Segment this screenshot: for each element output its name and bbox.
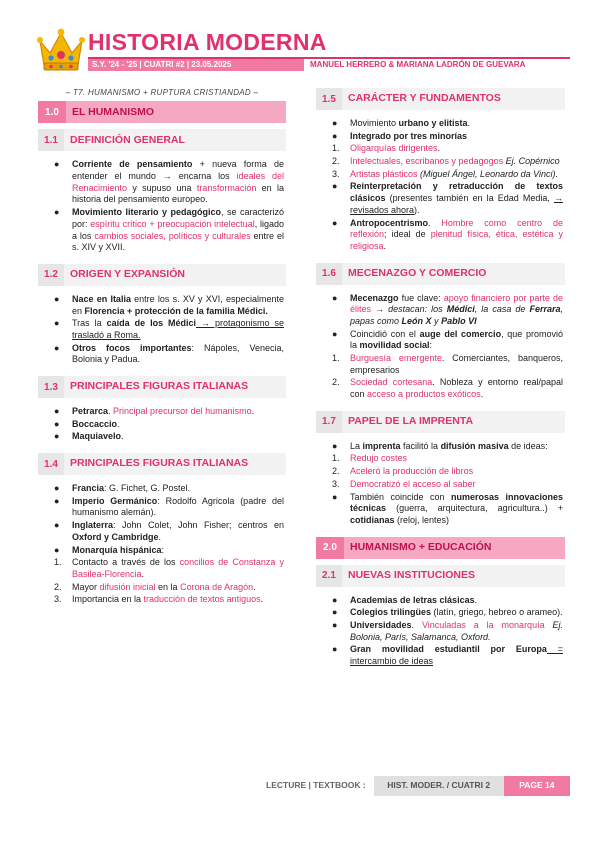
list-marker: 3. — [332, 168, 340, 179]
text-run: La — [350, 440, 363, 451]
list-marker: 2. — [332, 466, 340, 477]
subsection-number: 1.5 — [316, 88, 342, 110]
text-run: . — [428, 217, 442, 228]
text-run: . Nobleza y entorno real/papal con — [350, 377, 563, 400]
subsection-header — [38, 264, 286, 286]
text-run: : Nápoles, Venecia, Bolonia y Padua. — [72, 342, 284, 365]
subsection-title: CARÁCTER Y FUNDAMENTOS — [342, 88, 565, 110]
footer-module: HIST. MODER. / CUATRI 2 — [374, 776, 504, 796]
text-run: . — [260, 594, 264, 605]
text-run: . — [108, 406, 114, 417]
text-run: Mecenazgo — [350, 292, 399, 303]
subsection-title: DEFINICIÓN GENERAL — [64, 129, 286, 151]
text-run: Academias de letras clásicas — [350, 594, 475, 605]
subsection-header — [316, 88, 565, 110]
numbered-item — [332, 466, 563, 478]
text-run: También coincide con — [350, 491, 451, 502]
subsection-number: 2.1 — [316, 565, 342, 587]
subsection-title: MECENAZGO Y COMERCIO — [342, 263, 565, 285]
bullet-item — [54, 342, 284, 366]
text-run: Oxford y Cambridge — [72, 531, 159, 542]
list-marker: ● — [332, 607, 338, 618]
text-run: Monarquía hispánica — [72, 544, 162, 555]
footer-lecture-label: LECTURE | TEXTBOOK : — [266, 780, 366, 791]
text-run: Integrado por tres minorías — [350, 130, 468, 141]
text-run: ). — [414, 204, 420, 215]
text-run: Principal precursor del humanismo — [113, 406, 252, 417]
text-run: difusión inicial — [99, 581, 156, 592]
text-run: Nace en Italia — [72, 293, 131, 304]
list-marker: ● — [332, 619, 338, 630]
text-run: + nueva forma de entender el mundo → encarna los — [72, 159, 284, 182]
bullet-item — [332, 644, 563, 667]
bullet-item — [332, 440, 563, 453]
text-run: plenitud física, ética, estética y religiosa — [350, 229, 564, 251]
text-run: en la historia del pensamiento europeo. — [72, 182, 284, 205]
text-run: difusión masiva — [440, 440, 509, 451]
text-run: Inglaterra — [72, 520, 114, 531]
subsection-1-2 — [38, 264, 286, 366]
list-marker: ● — [54, 207, 60, 218]
right-column — [316, 88, 565, 678]
section-title: HUMANISMO + EDUCACIÓN — [344, 537, 565, 559]
numbered-item — [332, 453, 563, 465]
text-run: y — [431, 315, 442, 326]
text-run: ; ideal de — [384, 229, 431, 240]
text-run: . — [474, 594, 478, 605]
list-marker: ● — [332, 644, 338, 655]
subsection-1-6 — [316, 263, 565, 401]
bullet-item — [332, 594, 563, 607]
text-run: . — [437, 143, 441, 154]
list-marker: ● — [332, 130, 338, 141]
text-run: Ferrara — [529, 304, 561, 315]
numbered-item — [54, 557, 284, 580]
subsection-number: 1.7 — [316, 411, 342, 433]
text-run: (latín, griego, hebreo o arameo). — [431, 607, 563, 618]
text-run: cotidianas — [350, 514, 395, 525]
authors: MANUEL HERRERO & MARIANA LADRÓN DE GUEVARA — [310, 60, 526, 69]
bullet-item — [54, 495, 284, 519]
text-run: Mayor — [72, 581, 100, 592]
text-run: Boccaccio — [72, 418, 118, 429]
text-run: facilitó la — [400, 440, 441, 451]
bullet-item — [332, 491, 563, 527]
text-run: Francia — [72, 483, 105, 494]
page-footer — [266, 776, 570, 796]
text-run: entre los s. XV y XVI, especialmente en — [72, 293, 284, 316]
text-run: , que promovió la — [350, 328, 563, 351]
text-run: Burguesía emergente — [350, 353, 442, 363]
subsection-1-5 — [316, 88, 565, 253]
list-marker: ● — [54, 544, 60, 555]
text-run: Artistas plásticos — [350, 168, 418, 179]
numbered-item — [332, 478, 563, 491]
text-run: Movimiento — [350, 118, 399, 128]
bullet-list — [38, 294, 286, 366]
bullet-list — [316, 441, 565, 527]
text-run: . — [383, 240, 387, 251]
text-run: numerosas innovaciones técnicas — [350, 491, 563, 514]
subsection-2-1 — [316, 565, 565, 668]
left-column — [38, 88, 286, 616]
text-run: Universidades — [350, 619, 412, 630]
list-marker: ● — [54, 495, 60, 506]
text-run: Redujo costes — [350, 453, 408, 464]
text-run: Contacto a través de los — [72, 557, 180, 568]
subsection-header — [316, 263, 565, 285]
list-marker: 1. — [332, 143, 340, 154]
subsection-1-4 — [38, 453, 286, 606]
text-run: cambios sociales, políticos y culturales — [94, 230, 251, 241]
subsection-header — [316, 565, 565, 587]
list-marker: ● — [54, 293, 60, 304]
subsection-number: 1.2 — [38, 264, 64, 286]
bullet-item — [54, 207, 284, 254]
text-run: Aceleró la producción de libros — [350, 466, 474, 477]
text-run: → protagonismo se trasladó a Roma. — [72, 318, 284, 340]
list-marker: ● — [54, 318, 60, 329]
subsection-header — [38, 376, 286, 398]
text-run: . — [480, 389, 484, 400]
page-number: PAGE 14 — [504, 776, 570, 796]
text-run: fue clave: — [398, 292, 444, 303]
bullet-list — [38, 406, 286, 443]
text-run: Antropocentrismo — [350, 217, 429, 228]
text-run: → destacan: los — [371, 304, 447, 315]
topic-subtitle: – T7. HUMANISMO + RUPTURA CRISTIANDAD – — [65, 88, 259, 97]
bullet-item — [332, 118, 563, 130]
text-run: : G. Fichet, G. Postel. — [104, 483, 191, 494]
bullet-list — [38, 159, 286, 254]
bullet-item — [54, 406, 284, 418]
text-run: auge del comercio — [419, 328, 502, 339]
text-run: Imperio Germánico — [72, 495, 158, 506]
crown-icon — [36, 27, 86, 73]
subsection-header — [38, 129, 286, 151]
section-number: 2.0 — [316, 537, 344, 559]
text-run: Ej. Bolonia, París, Salamanca, Oxford. — [350, 619, 563, 642]
subsection-title: PRINCIPALES FIGURAS ITALIANAS — [64, 453, 286, 475]
text-run: transformación — [196, 182, 257, 193]
list-marker: 2. — [332, 156, 340, 167]
bullet-item — [332, 607, 563, 619]
text-run: movilidad social — [359, 340, 430, 351]
numbered-item — [54, 594, 284, 606]
page-title: HISTORIA MODERNA — [88, 29, 327, 55]
list-marker: 1. — [332, 353, 340, 363]
text-run: caída de los Médici — [106, 318, 197, 329]
text-run: Reinterpretación y retraducción de textos clásicos — [350, 181, 563, 204]
text-run: . — [253, 581, 256, 592]
text-run: Intelectuales, escribanos y pedagogos — [350, 156, 504, 167]
text-run: , ligado a los — [72, 218, 284, 241]
text-run: . — [158, 531, 162, 542]
subsection-number: 1.1 — [38, 129, 64, 151]
subsection-1-3 — [38, 376, 286, 443]
text-run: Sociedad cortesana — [350, 377, 433, 388]
text-run: Corona de Aragón — [180, 581, 254, 592]
text-run: imprenta — [362, 440, 401, 451]
text-run: Otros focos importantes — [72, 342, 192, 353]
text-run: apoyo financiero por parte de élites — [350, 292, 563, 315]
numbered-item — [332, 156, 563, 168]
text-run: Florencia + protección de la familia Médici. — [84, 305, 268, 316]
text-run: Hombre como centro de reflexión — [350, 217, 563, 240]
text-run: : John Colet, John Fisher; centros en — [113, 520, 284, 531]
section-header-1 — [38, 101, 286, 123]
list-marker: ● — [54, 483, 60, 494]
text-run: = intercambio de ideas — [350, 644, 563, 666]
text-run: (reloj, lentes) — [394, 514, 450, 525]
subsection-header — [316, 411, 565, 433]
list-marker: ● — [332, 217, 338, 228]
list-marker: ● — [54, 520, 60, 531]
text-run: : — [429, 340, 433, 351]
text-run: Colegios trilingües — [350, 607, 432, 618]
bullet-item — [54, 293, 284, 317]
bullet-item — [54, 159, 285, 206]
bullet-item — [332, 181, 563, 216]
text-run: Tras la — [72, 318, 107, 329]
list-marker: ● — [54, 431, 60, 442]
list-marker: 2. — [332, 377, 340, 388]
subsection-1-1 — [38, 129, 286, 254]
text-run: : — [161, 544, 165, 555]
text-run: Maquiavelo — [72, 431, 122, 442]
list-marker: ● — [54, 342, 60, 353]
text-run: , se caracterizó por: — [72, 207, 284, 229]
text-run: de ideas: — [508, 440, 548, 451]
bullet-item — [332, 619, 563, 643]
text-run: Pablo VI — [441, 315, 477, 326]
subsection-title: ORIGEN Y EXPANSIÓN — [64, 264, 286, 286]
list-marker: ● — [332, 118, 338, 128]
bullet-list — [316, 595, 565, 668]
page-header — [34, 26, 570, 74]
list-marker: ● — [54, 159, 60, 170]
subsection-1-7 — [316, 411, 565, 527]
list-marker: ● — [332, 491, 338, 502]
list-marker: 1. — [54, 557, 62, 568]
list-marker: ● — [332, 440, 338, 451]
text-run: . — [141, 568, 145, 579]
bullet-list — [316, 118, 565, 253]
text-run: ideales del Renacimiento — [72, 171, 285, 193]
text-run: . — [121, 431, 124, 442]
text-run: en la — [155, 581, 181, 592]
section-title: EL HUMANISMO — [66, 101, 286, 123]
list-marker: ● — [54, 418, 60, 429]
text-run: Democratizó el acceso al saber — [350, 478, 476, 489]
section-header-2 — [316, 537, 565, 559]
text-run: Gran movilidad estudiantil por Europa — [350, 644, 547, 655]
text-run: → revisados ahora — [350, 193, 563, 215]
text-run: . — [117, 418, 120, 429]
text-run: . — [411, 619, 422, 630]
bullet-list — [316, 293, 565, 401]
list-marker: 3. — [332, 478, 340, 489]
bullet-item — [54, 483, 284, 495]
text-run: Oligarquías dirigentes — [350, 143, 438, 154]
bullet-item — [54, 520, 284, 543]
subsection-title: PAPEL DE LA IMPRENTA — [342, 411, 565, 433]
subsection-number: 1.3 — [38, 376, 64, 398]
list-marker: ● — [332, 181, 338, 192]
text-run: concilios de Constanza y Basilea-Florencia — [72, 557, 284, 579]
text-run: Médici — [446, 304, 475, 315]
text-run: , papas como — [350, 304, 563, 326]
numbered-item — [54, 581, 284, 594]
text-run: entre el s. XIV y XVII. — [72, 230, 284, 253]
text-run: Corriente de pensamiento — [72, 159, 193, 170]
bullet-item — [332, 130, 563, 143]
numbered-item — [332, 377, 563, 400]
info-bar — [88, 57, 570, 71]
numbered-item — [332, 168, 563, 181]
bullet-item — [54, 318, 284, 341]
list-marker: 2. — [54, 581, 62, 592]
bullet-item — [332, 217, 564, 253]
text-run: . — [467, 118, 471, 128]
section-number: 1.0 — [38, 101, 66, 123]
numbered-item — [332, 143, 563, 155]
list-marker: ● — [332, 594, 338, 605]
text-run: acceso a productos exóticos — [367, 389, 481, 400]
subsection-number: 1.4 — [38, 453, 64, 475]
text-run: y supuso una — [127, 182, 197, 193]
text-run: : Rodolfo Agricola (padre del humanismo alemán). — [72, 495, 284, 518]
text-run: (guerra, arquitectura, agricultura..) + — [386, 503, 563, 514]
list-marker: 1. — [332, 453, 340, 464]
subsection-title: NUEVAS INSTITUCIONES — [342, 565, 565, 587]
text-run: Movimiento literario y pedagógico — [72, 207, 221, 218]
bullet-item — [54, 431, 284, 443]
text-run: (presentes también en la Edad Media, — [385, 193, 554, 204]
text-run: traducción de textos antiguos — [143, 594, 261, 605]
list-marker: ● — [54, 406, 60, 417]
text-run: León X — [401, 315, 432, 326]
bullet-item — [54, 418, 284, 431]
text-run: (Miguel Ángel, Leonardo da Vinci). — [417, 168, 558, 179]
text-run: . Comerciantes, banqueros, empresarios — [350, 353, 564, 375]
bullet-list — [38, 483, 286, 606]
subsection-title: PRINCIPALES FIGURAS ITALIANAS — [64, 376, 286, 398]
text-run: Ej. Copérnico — [503, 156, 560, 167]
text-run: , la casa de — [474, 304, 530, 315]
course-info: S.Y. '24 - '25 | CUATRI #2 | 23.05.2025 — [88, 59, 304, 71]
text-run: Vinculadas a la monarquía — [421, 619, 545, 630]
text-run: Importancia en la — [72, 594, 144, 605]
bullet-item — [332, 292, 563, 328]
text-run: Petrarca — [72, 406, 109, 417]
text-run: espíritu crítico + preocupación intelectual — [90, 218, 255, 229]
text-run: . — [251, 406, 255, 417]
list-marker: ● — [332, 328, 338, 339]
bullet-item — [54, 544, 284, 557]
subsection-number: 1.6 — [316, 263, 342, 285]
numbered-item — [332, 353, 564, 376]
text-run: urbano y elitista — [398, 118, 468, 128]
subsection-header — [38, 453, 286, 475]
list-marker: ● — [332, 292, 338, 303]
text-run: Coincidió con el — [350, 328, 420, 339]
bullet-item — [332, 328, 563, 352]
list-marker: 3. — [54, 594, 62, 605]
